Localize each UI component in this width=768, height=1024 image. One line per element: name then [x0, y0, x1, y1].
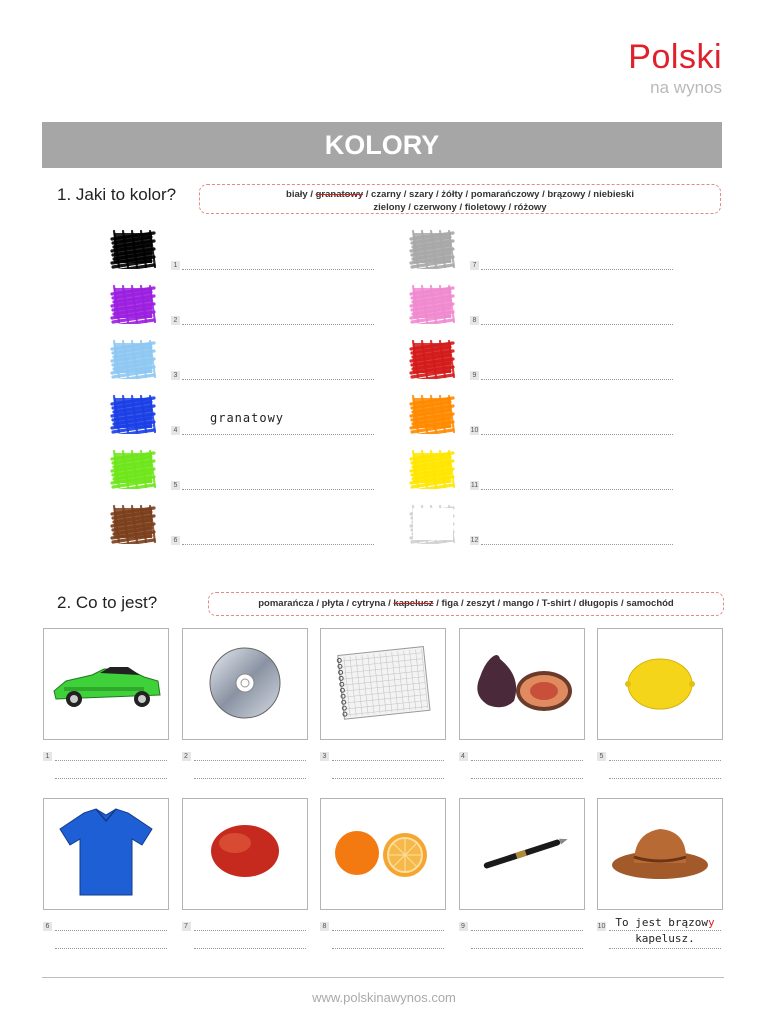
picture-frame: [459, 628, 585, 740]
word-bank-text: pomarańcza / płyta / cytryna /: [258, 598, 394, 609]
word-bank-objects: [208, 592, 724, 616]
answer-line[interactable]: [609, 778, 721, 779]
answer-line[interactable]: [55, 778, 167, 779]
item-number: 7: [182, 922, 191, 931]
color-swatch: [110, 229, 158, 269]
example-text: kapelusz.: [635, 932, 695, 945]
struck-word: kapelusz: [393, 598, 434, 609]
answer-line[interactable]: [332, 948, 444, 949]
item-number: 9: [459, 922, 468, 931]
item-number: 6: [43, 922, 52, 931]
answer-line[interactable]: [332, 778, 444, 779]
answer-line[interactable]: [182, 544, 374, 545]
item-number: 5: [171, 481, 180, 490]
answer-line[interactable]: [481, 489, 673, 490]
footer-url: www.polskinawynos.com: [312, 990, 456, 1005]
struck-word: granatowy: [315, 189, 364, 200]
item-number: 1: [171, 261, 180, 270]
answer-line[interactable]: [182, 489, 374, 490]
answer-line[interactable]: [332, 930, 444, 931]
color-swatch: [409, 394, 457, 434]
item-number: 6: [171, 536, 180, 545]
item-number: 10: [470, 427, 479, 434]
answer-line[interactable]: [182, 324, 374, 325]
color-swatch: [409, 284, 457, 324]
picture-frame: [320, 798, 446, 910]
picture-frame: [182, 628, 308, 740]
logo-sub: na wynos: [650, 78, 722, 97]
color-swatch: [110, 504, 158, 544]
handwritten-answer: granatowy: [210, 411, 285, 425]
answer-line[interactable]: [471, 760, 583, 761]
picture-frame: [182, 798, 308, 910]
item-number: 3: [171, 371, 180, 380]
answer-line[interactable]: [332, 760, 444, 761]
picture-frame: [43, 628, 169, 740]
answer-line[interactable]: [182, 269, 374, 270]
item-number: 8: [320, 922, 329, 931]
color-swatch: [409, 339, 457, 379]
answer-line[interactable]: [55, 760, 167, 761]
color-swatch: [409, 504, 457, 544]
example-text: To jest brązow: [615, 916, 709, 929]
color-swatch: [110, 394, 158, 434]
item-number: 4: [171, 426, 180, 435]
picture-frame: [320, 628, 446, 740]
answer-line[interactable]: [55, 948, 167, 949]
word-bank-text: zielony / czerwony / fioletowy / różowy: [373, 202, 547, 213]
logo-main: Polski: [628, 38, 722, 76]
word-bank-colors: [199, 184, 721, 214]
question-2: 2. Co to jest?: [57, 593, 158, 612]
example-correction: y: [708, 916, 715, 929]
answer-line[interactable]: [481, 324, 673, 325]
color-swatch: [409, 229, 457, 269]
item-number: 7: [470, 261, 479, 270]
answer-line[interactable]: [471, 778, 583, 779]
answer-line[interactable]: [481, 379, 673, 380]
logo: [628, 40, 722, 98]
item-number: 8: [470, 316, 479, 325]
answer-line[interactable]: [481, 434, 673, 435]
page-title: KOLORY: [42, 122, 722, 168]
answer-line[interactable]: [609, 948, 721, 949]
picture-frame: [597, 628, 723, 740]
word-bank-text: biały /: [286, 189, 316, 200]
answer-line[interactable]: [194, 948, 306, 949]
example-answer: [606, 915, 724, 947]
answer-line[interactable]: [609, 760, 721, 761]
item-number: 3: [320, 752, 329, 761]
answer-line[interactable]: [182, 434, 374, 435]
picture-frame: [597, 798, 723, 910]
picture-frame: [43, 798, 169, 910]
answer-line[interactable]: [194, 760, 306, 761]
word-bank-text: / figa / zeszyt / mango / T-shirt / długopis / samochód: [433, 598, 674, 609]
question-1: 1. Jaki to kolor?: [57, 185, 177, 204]
answer-line[interactable]: [194, 778, 306, 779]
color-swatch: [110, 449, 158, 489]
item-number: 2: [171, 316, 180, 325]
answer-line[interactable]: [182, 379, 374, 380]
picture-frame: [459, 798, 585, 910]
answer-line[interactable]: [481, 544, 673, 545]
item-number: 11: [470, 482, 479, 489]
color-swatch: [110, 284, 158, 324]
item-number: 1: [43, 752, 52, 761]
answer-line[interactable]: [481, 269, 673, 270]
answer-line[interactable]: [471, 930, 583, 931]
item-number: 4: [459, 752, 468, 761]
answer-line[interactable]: [55, 930, 167, 931]
answer-line[interactable]: [471, 948, 583, 949]
footer-divider: [42, 977, 724, 978]
color-swatch: [409, 449, 457, 489]
answer-line[interactable]: [194, 930, 306, 931]
item-number: 12: [470, 537, 479, 544]
item-number: 2: [182, 752, 191, 761]
word-bank-text: / czarny / szary / żółty / pomarańczowy / brązowy / niebieski: [363, 189, 634, 200]
color-swatch: [110, 339, 158, 379]
item-number: 10: [597, 923, 606, 930]
item-number: 5: [597, 752, 606, 761]
item-number: 9: [470, 371, 479, 380]
